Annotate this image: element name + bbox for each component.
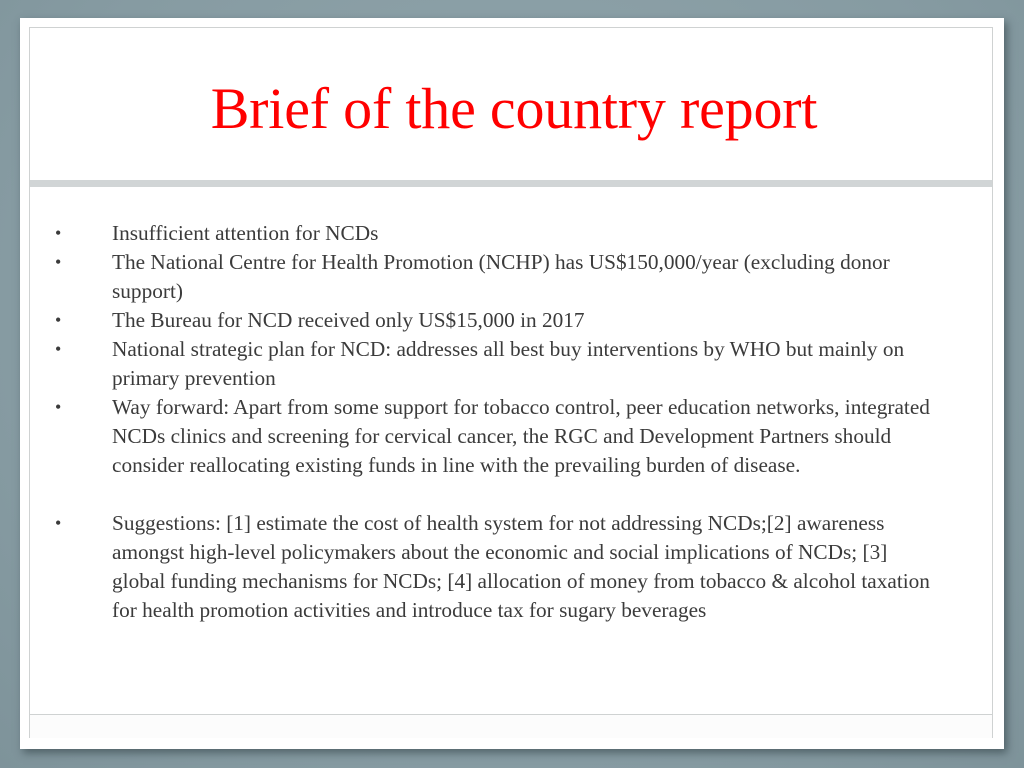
bullet-text: Way forward: Apart from some support for tobacco control, peer education networks, integrated NCDs clinics and screening for cervical cancer, the RGC and Development Partners should consider reallocating existing funds in line with the prevailing burden of disease. [112, 395, 930, 477]
bullet-icon: • [55, 223, 62, 243]
bullet-text: Suggestions: [1] estimate the cost of health system for not addressing NCDs;[2] awareness amongst high-level policymakers about the economic and social implications of NCDs; [3] global funding mechanisms for NCDs; [4] allocation of money from tobacco & alcohol taxation for health promotion activities and introduce tax for sugary beverages [112, 511, 930, 622]
bullet-icon: • [55, 310, 62, 330]
bullet-text: The National Centre for Health Promotion (NCHP) has US$150,000/year (excluding donor support) [112, 250, 890, 303]
bullet-item-attention [53, 219, 933, 248]
bullet-item-suggestions [53, 509, 933, 625]
bullet-icon: • [55, 513, 62, 533]
title-separator-bar [30, 180, 992, 187]
slide-title: Brief of the country report [210, 75, 818, 141]
bullet-icon: • [55, 397, 62, 417]
bullet-icon: • [55, 339, 62, 359]
bullet-text: The Bureau for NCD received only US$15,000 in 2017 [112, 308, 585, 332]
footer-area [30, 715, 992, 738]
bullet-item-strategic-plan [53, 335, 933, 393]
content-placeholder [53, 219, 933, 625]
slide-frame [29, 27, 993, 738]
bullet-item-nchp-budget [53, 248, 933, 306]
bullet-text: Insufficient attention for NCDs [112, 221, 379, 245]
bullet-list [53, 219, 933, 625]
bullet-spacer [53, 480, 933, 509]
bullet-text: National strategic plan for NCD: addresses all best buy interventions by WHO but mainly on primary prevention [112, 337, 905, 390]
bullet-item-way-forward [53, 393, 933, 480]
bullet-icon: • [55, 252, 62, 272]
title-placeholder [30, 28, 992, 180]
slide [20, 18, 1004, 749]
bullet-item-bureau-funding [53, 306, 933, 335]
